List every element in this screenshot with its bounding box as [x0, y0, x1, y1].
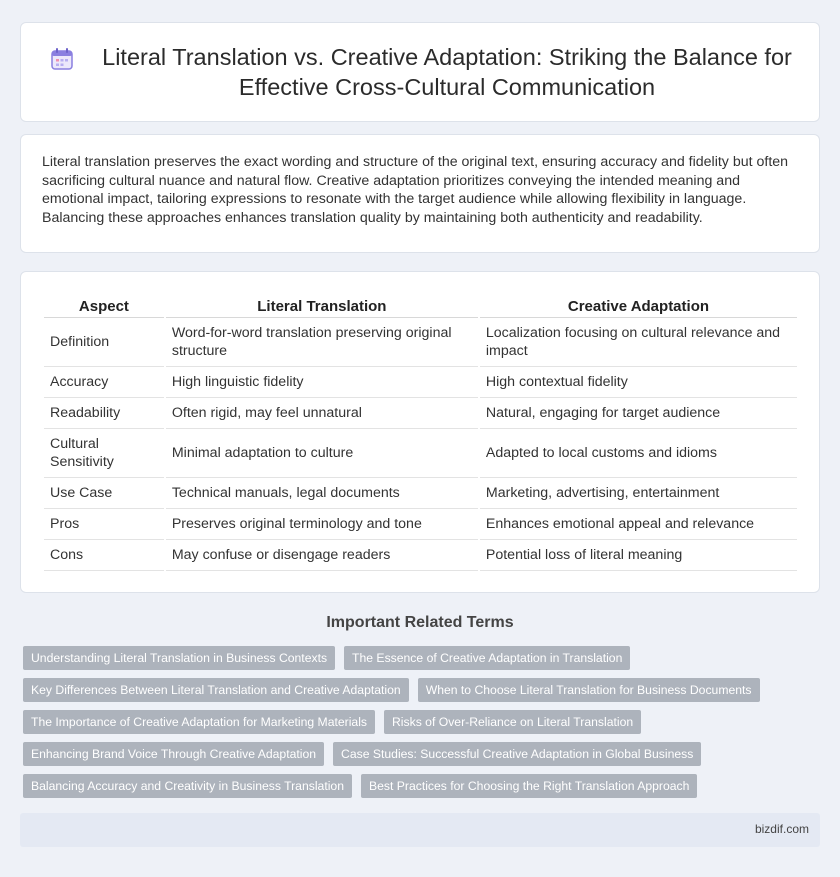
intro-paragraph: Literal translation preserves the exact wording and structure of the original text, ensuring accuracy and fidelity but often sacrificing cultural nuance and natural flow. Creative adaptation prioritizes conveying the intended meaning and emotional impact, tailoring expressions to resonate with the target audience while allowing flexibility in language. Balancing these approaches enhances translation quality by maintaining both authenticity and readability.: [42, 154, 789, 226]
comparison-card: [20, 271, 820, 593]
table-row: [44, 540, 797, 571]
related-term-link[interactable]: Risks of Over-Reliance on Literal Translation: [384, 710, 641, 734]
row-aspect: Cultural Sensitivity: [44, 429, 164, 478]
related-term-link[interactable]: Case Studies: Successful Creative Adaptation in Global Business: [333, 742, 701, 766]
row-literal: Technical manuals, legal documents: [166, 478, 478, 509]
footer-site-link[interactable]: bizdif.com: [754, 822, 809, 836]
row-aspect: Cons: [44, 540, 164, 571]
table-row: [44, 398, 797, 429]
related-terms-list: [23, 646, 813, 798]
table-header-row: [44, 295, 797, 318]
row-creative: Natural, engaging for target audience: [480, 398, 797, 429]
column-header-literal: Literal Translation: [166, 295, 478, 318]
row-aspect: Accuracy: [44, 367, 164, 398]
related-term-link[interactable]: Understanding Literal Translation in Business Contexts: [23, 646, 335, 670]
row-aspect: Use Case: [44, 478, 164, 509]
row-aspect: Definition: [44, 318, 164, 367]
row-literal: Preserves original terminology and tone: [166, 509, 478, 540]
row-aspect: Readability: [44, 398, 164, 429]
row-literal: Minimal adaptation to culture: [166, 429, 478, 478]
comparison-table: [42, 295, 799, 571]
related-term-link[interactable]: Best Practices for Choosing the Right Translation Approach: [361, 774, 697, 798]
table-row: [44, 429, 797, 478]
row-literal: May confuse or disengage readers: [166, 540, 478, 571]
related-term-link[interactable]: Key Differences Between Literal Translation and Creative Adaptation: [23, 678, 409, 702]
intro-card: [20, 134, 820, 253]
row-creative: High contextual fidelity: [480, 367, 797, 398]
related-term-link[interactable]: The Importance of Creative Adaptation for Marketing Materials: [23, 710, 375, 734]
footer: [20, 813, 820, 847]
related-term-link[interactable]: When to Choose Literal Translation for Business Documents: [418, 678, 760, 702]
table-row: [44, 509, 797, 540]
row-literal: Often rigid, may feel unnatural: [166, 398, 478, 429]
table-row: [44, 318, 797, 367]
page-title: Literal Translation vs. Creative Adaptation: Striking the Balance for Effective Cross-Cultural Communication: [102, 44, 792, 100]
row-aspect: Pros: [44, 509, 164, 540]
column-header-creative: Creative Adaptation: [480, 295, 797, 318]
related-term-link[interactable]: The Essence of Creative Adaptation in Translation: [344, 646, 630, 670]
row-literal: Word-for-word translation preserving original structure: [166, 318, 478, 367]
row-literal: High linguistic fidelity: [166, 367, 478, 398]
row-creative: Marketing, advertising, entertainment: [480, 478, 797, 509]
related-term-link[interactable]: Balancing Accuracy and Creativity in Business Translation: [23, 774, 352, 798]
table-row: [44, 478, 797, 509]
table-row: [44, 367, 797, 398]
row-creative: Adapted to local customs and idioms: [480, 429, 797, 478]
calendar-icon: [49, 46, 75, 72]
related-terms-heading: Important Related Terms: [326, 614, 514, 631]
column-header-aspect: Aspect: [44, 295, 164, 318]
row-creative: Enhances emotional appeal and relevance: [480, 509, 797, 540]
related-term-link[interactable]: Enhancing Brand Voice Through Creative Adaptation: [23, 742, 324, 766]
header-card: [20, 22, 820, 122]
row-creative: Localization focusing on cultural relevance and impact: [480, 318, 797, 367]
row-creative: Potential loss of literal meaning: [480, 540, 797, 571]
